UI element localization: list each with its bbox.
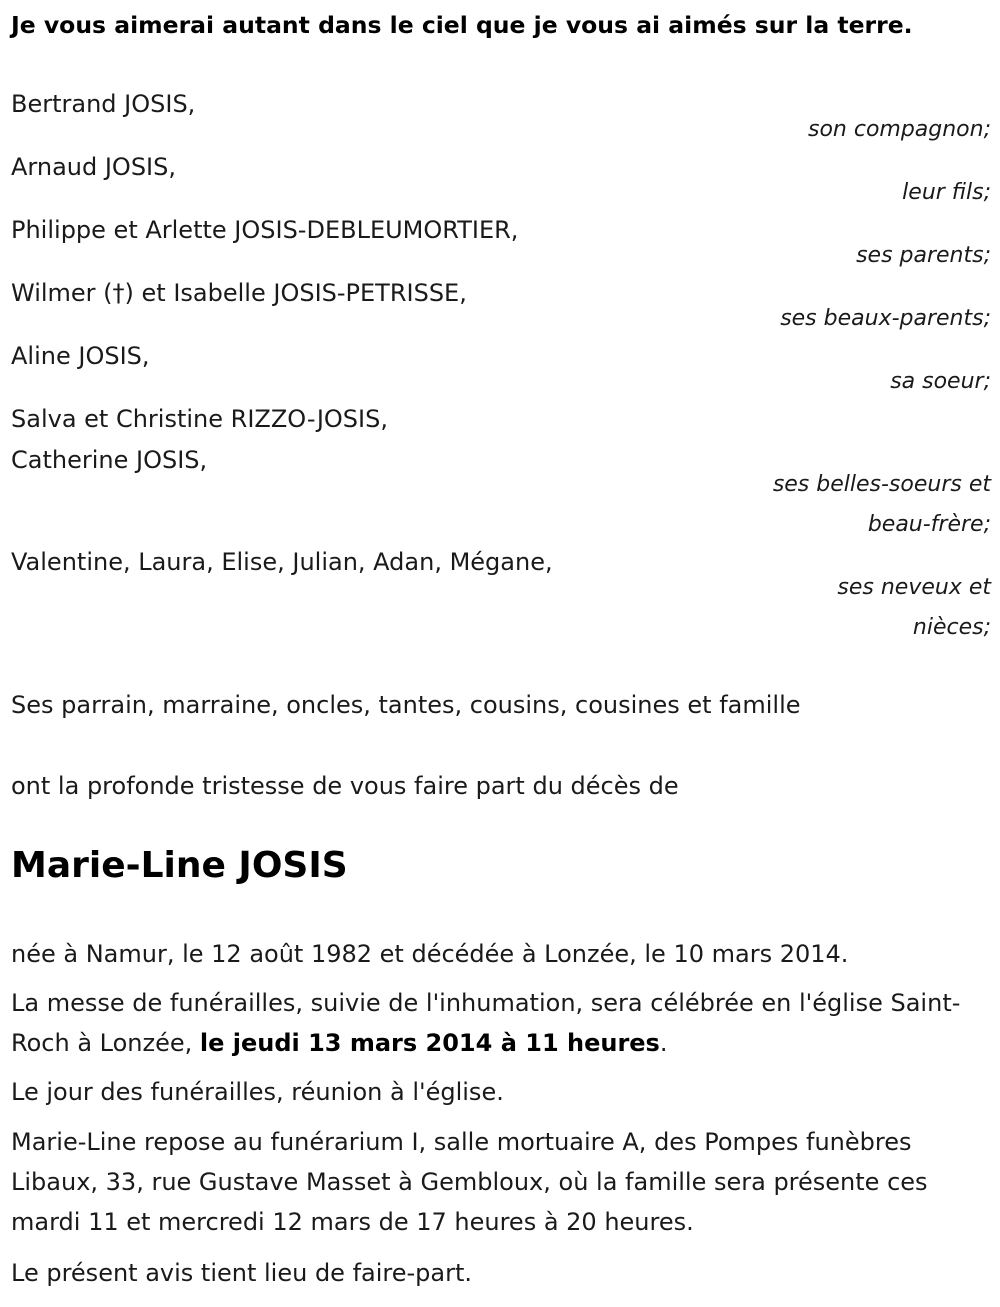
family-relation: ses neveux et [837, 575, 991, 600]
birth-death: née à Namur, le 12 août 1982 et décédée à Lonzée, le 10 mars 2014. [11, 940, 849, 968]
family-name: Aline JOSIS, [11, 342, 150, 370]
family-relation: leur fils; [902, 180, 991, 205]
family-name: Bertrand JOSIS, [11, 90, 196, 118]
family-relation: nièces; [912, 615, 991, 640]
epigraph: Je vous aimerai autant dans le ciel que je vous ai aimés sur la terre. [11, 11, 913, 39]
funeral-text-end: . [659, 1029, 668, 1057]
funeral-date: le jeudi 13 mars 2014 à 11 heures [199, 1029, 660, 1057]
closing: Le présent avis tient lieu de faire-part. [11, 1259, 473, 1287]
funeral-details [11, 983, 991, 1063]
family-relation: sa soeur; [890, 369, 991, 394]
family-relation: son compagnon; [807, 117, 991, 142]
family-relation: beau-frère; [867, 512, 991, 537]
family-name: Catherine JOSIS, [11, 446, 208, 474]
funeral-text: La messe de funérailles, suivie de l'inhumation, sera célébrée en l'église Saint-Roch à Lonzée, [11, 989, 961, 1057]
extended-family: Ses parrain, marraine, oncles, tantes, cousins, cousines et famille [11, 691, 801, 719]
family-name: Valentine, Laura, Elise, Julian, Adan, Mégane, [11, 548, 553, 576]
family-name: Wilmer (†) et Isabelle JOSIS-PETRISSE, [11, 279, 467, 307]
family-relation: ses parents; [856, 243, 991, 268]
visitation: Marie-Line repose au funérarium I, salle mortuaire A, des Pompes funèbres Libaux, 33, rue Gustave Masset à Gembloux, où la famille sera présente ces mardi 11 et mercredi 12 mars de 17 heures à 20 heures. [11, 1128, 928, 1236]
announcement: ont la profonde tristesse de vous faire part du décès de [11, 772, 679, 800]
family-name: Philippe et Arlette JOSIS-DEBLEUMORTIER, [11, 216, 519, 244]
family-relation: ses beaux-parents; [780, 306, 991, 331]
family-relation: ses belles-soeurs et [772, 472, 991, 497]
family-name: Arnaud JOSIS, [11, 153, 176, 181]
family-name: Salva et Christine RIZZO-JOSIS, [11, 405, 388, 433]
deceased-name: Marie-Line JOSIS [11, 845, 348, 886]
reunion: Le jour des funérailles, réunion à l'église. [11, 1078, 504, 1106]
